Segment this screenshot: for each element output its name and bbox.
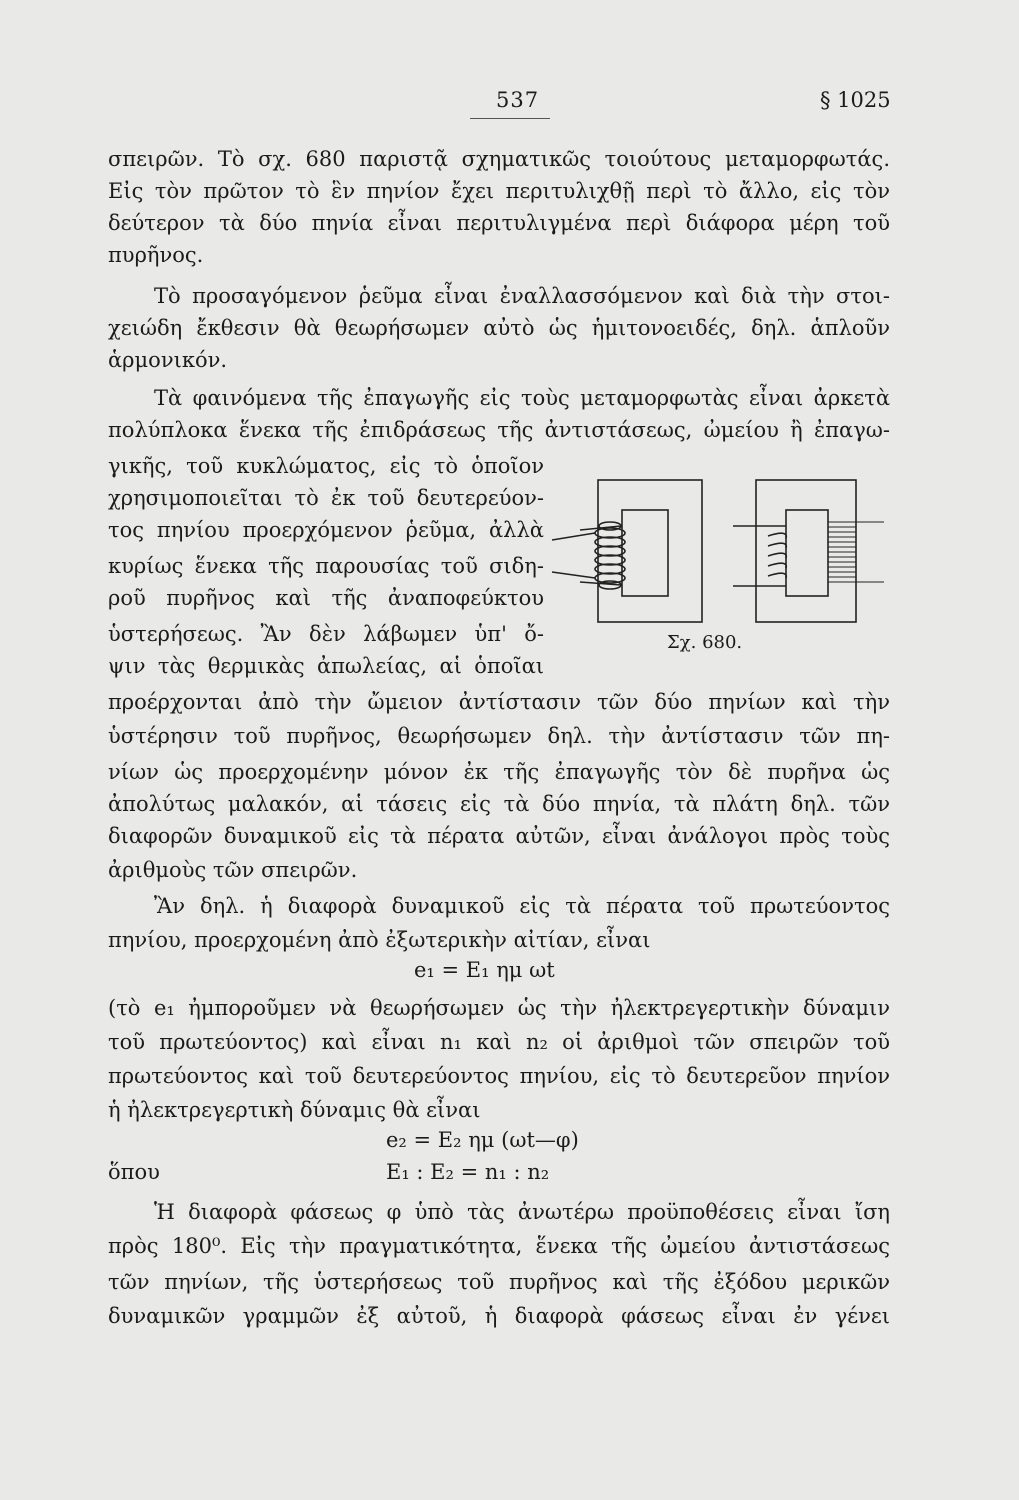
text-line: τος πηνίου προερχόμενον ῥεῦμα, ἀλλὰ [108, 518, 544, 542]
text-line: κυρίως ἕνεκα τῆς παρουσίας τοῦ σιδη- [108, 554, 544, 578]
text-line: πρὸς 180⁰. Εἰς τὴν πραγματικότητα, ἕνεκα τῆς ὠμείου ἀντιστάσεως [108, 1234, 890, 1258]
text-line: πρωτεύοντος καὶ τοῦ δευτερεύοντος πηνίου, εἰς τὸ δευτερεῦον πηνίον [108, 1064, 890, 1088]
equation-3: E₁ : E₂ = n₁ : n₂ [386, 1160, 550, 1184]
text-line: διαφορῶν δυναμικοῦ εἰς τὰ πέρατα αὐτῶν, εἶναι ἀνάλογοι πρὸς τοὺς [108, 824, 890, 848]
text-line: Τὰ φαινόμενα τῆς ἐπαγωγῆς εἰς τοὺς μεταμορφωτὰς εἶναι ἀρκετὰ [154, 386, 890, 410]
header-rule [470, 118, 550, 119]
equation-1: e₁ = E₁ ημ ωt [414, 958, 555, 982]
text-line: δεύτερον τὰ δύο πηνία εἶναι περιτυλιγμένα περὶ διάφορα μέρη τοῦ [108, 211, 890, 235]
text-line: (τὸ e₁ ἠμποροῦμεν νὰ θεωρήσωμεν ὡς τὴν ἠλεκτρεγερτικὴν δύναμιν [108, 996, 890, 1020]
text-line: χρησιμοποιεῖται τὸ ἐκ τοῦ δευτερεύον- [108, 486, 544, 510]
text-line: ἁρμονικόν. [108, 348, 228, 372]
equation-2: e₂ = E₂ ημ (ωt—φ) [386, 1128, 579, 1152]
text-line: πυρῆνος. [108, 243, 204, 267]
text-line: τῶν πηνίων, τῆς ὑστερήσεως τοῦ πυρῆνος καὶ τῆς ἐξόδου μερικῶν [108, 1270, 890, 1294]
text-line: Ἂν δηλ. ἡ διαφορὰ δυναμικοῦ εἰς τὰ πέρατα τοῦ πρωτεύοντος [154, 894, 890, 918]
text-line: ὑστερήσεως. Ἂν δὲν λάβωμεν ὑπ' ὄ- [108, 622, 544, 646]
figure-caption: Σχ. 680. [667, 632, 743, 653]
text-line: προέρχονται ἀπὸ τὴν ὤμειον ἀντίστασιν τῶν δύο πηνίων καὶ τὴν [108, 690, 890, 714]
right-core-window [786, 510, 828, 596]
text-line: ἀριθμοὺς τῶν σπειρῶν. [108, 858, 358, 882]
right-primary-winding [733, 526, 786, 586]
equation-3-prefix: ὅπου [108, 1160, 160, 1184]
text-line: χειώδη ἔκθεσιν θὰ θεωρήσωμεν αὐτὸ ὡς ἡμιτονοειδές, δηλ. ἁπλοῦν [108, 316, 890, 340]
left-windings [552, 522, 625, 589]
text-line: Τὸ προσαγόμενον ῥεῦμα εἶναι ἐναλλασσόμενον καὶ διὰ τὴν στοι- [154, 284, 890, 308]
text-line: ἀπολύτως μαλακόν, αἱ τάσεις εἰς τὰ δύο πηνία, τὰ πλάτη δηλ. τῶν [108, 792, 890, 816]
text-line: ὑστέρησιν τοῦ πυρῆνος, θεωρήσωμεν δηλ. τὴν ἀντίστασιν τῶν πη- [108, 724, 890, 748]
text-line: τοῦ πρωτεύοντος) καὶ εἶναι n₁ καὶ n₂ οἱ ἀριθμοὶ τῶν σπειρῶν τοῦ [108, 1030, 890, 1054]
page-number: 537 [496, 88, 540, 112]
text-line: ἡ ἠλεκτρεγερτικὴ δύναμις θὰ εἶναι [108, 1098, 481, 1122]
section-number: § 1025 [820, 88, 891, 112]
text-line: δυναμικῶν γραμμῶν ἐξ αὐτοῦ, ἡ διαφορὰ φάσεως εἶναι ἐν γένει [108, 1304, 890, 1328]
transformer-figure [550, 478, 890, 653]
left-core-window [622, 510, 668, 596]
right-core-outer [756, 480, 856, 622]
text-line: Ἡ διαφορὰ φάσεως φ ὑπὸ τὰς ἀνωτέρω προϋποθέσεις εἶναι ἴση [154, 1200, 890, 1224]
text-line: σπειρῶν. Τὸ σχ. 680 παριστᾷ σχηματικῶς τοιούτους μεταμορφωτάς. [108, 147, 890, 171]
text-line: γικῆς, τοῦ κυκλώματος, εἰς τὸ ὁποῖον [108, 454, 544, 478]
text-line: νίων ὡς προερχομένην μόνον ἐκ τῆς ἐπαγωγῆς τὸν δὲ πυρῆνα ὡς [108, 760, 890, 784]
text-line: πηνίου, προερχομένη ἀπὸ ἐξωτερικὴν αἰτίαν, εἶναι [108, 928, 651, 952]
text-line: ψιν τὰς θερμικὰς ἀπωλείας, αἱ ὁποῖαι [108, 654, 544, 678]
text-line: πολύπλοκα ἕνεκα τῆς ἐπιδράσεως τῆς ἀντιστάσεως, ὠμείου ἢ ἐπαγω- [108, 418, 890, 442]
text-line: Εἰς τὸν πρῶτον τὸ ἓν πηνίον ἔχει περιτυλιχθῇ περὶ τὸ ἄλλο, εἰς τὸν [108, 179, 890, 203]
left-core-outer [598, 480, 702, 622]
text-line: ροῦ πυρῆνος καὶ τῆς ἀναποφεύκτου [108, 586, 544, 610]
